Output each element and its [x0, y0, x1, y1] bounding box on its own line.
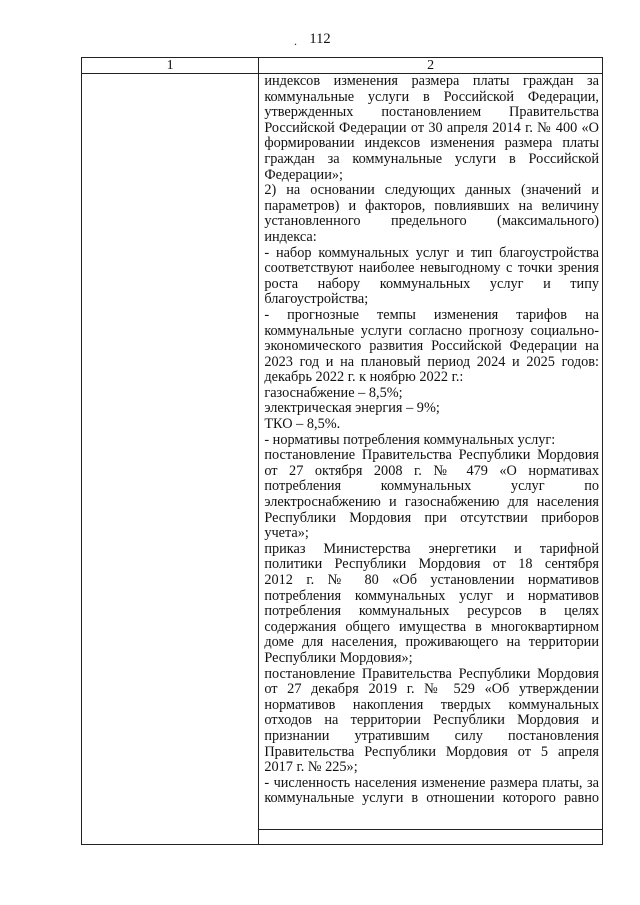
text-line: учета»;: [264, 526, 309, 542]
text-line: коммунальные услуги в отношении которого равно: [264, 791, 599, 807]
text-line: утвержденных постановлением Правительства: [264, 105, 599, 121]
text-line: потребления коммунальных ресурсов в целях: [264, 604, 599, 620]
text-line: постановление Правительства Республики Мордовия: [264, 448, 599, 464]
text-line: 2012 г. № 80 «Об установлении нормативов: [264, 573, 599, 588]
text-line: благоустройства;: [264, 292, 369, 308]
table-bottom-rule: [258, 829, 603, 830]
text-line: экономического развития Российской Федерации на: [264, 339, 599, 355]
text-line: потребления коммунальных услуг и нормативов: [264, 588, 599, 604]
column-2-header: 2: [259, 58, 603, 74]
table-header-row: [82, 58, 603, 74]
text-line: параметров) и факторов, повлиявших на величину: [264, 198, 599, 214]
text-line: Республики Мордовия»;: [264, 650, 413, 666]
column-1-cell: [82, 74, 259, 845]
column-1-header: 1: [82, 58, 259, 74]
text-line: отходов на территории Республики Мордовия и: [264, 713, 599, 729]
text-line: содержания общего имущества в многоквартирном: [264, 619, 599, 635]
text-line: доме для населения, проживающего на территории: [264, 635, 599, 651]
text-line: индексов изменения размера платы граждан за: [264, 74, 599, 89]
text-line: 2023 год и на плановый период 2024 и 2025 годов:: [264, 354, 599, 370]
text-line: Правительства Республики Мордовия от 5 апреля: [264, 744, 599, 760]
text-line: формировании индексов изменения размера платы: [264, 136, 599, 152]
table-row: [82, 74, 603, 845]
text-line: коммунальные услуги в Российской Федерации,: [264, 89, 599, 105]
text-line: электроснабжению и газоснабжению для населения: [264, 495, 599, 511]
text-line: от 27 октября 2008 г. № 479 «О нормативах: [264, 463, 599, 479]
text-line: 2017 г. № 225»;: [264, 760, 358, 776]
text-line: соответствуют наиболее невыгодному с точки зрения: [264, 261, 599, 277]
column-2-cell: [259, 74, 603, 845]
text-line: Федерации»;: [264, 167, 343, 183]
text-line: политики Республики Мордовия от 18 сентября: [264, 557, 599, 573]
page-number: 112: [309, 31, 331, 47]
text-line: Российской Федерации от 30 апреля 2014 г. № 400 «О: [264, 120, 599, 136]
text-line: коммунальные услуги согласно прогнозу социально-: [264, 323, 599, 339]
text-line: индекса:: [264, 229, 317, 245]
text-line: постановление Правительства Республики Мордовия: [264, 666, 599, 682]
text-line: от 27 декабря 2019 г. № 529 «Об утверждении: [264, 682, 599, 698]
text-line: декабрь 2022 г. к ноябрю 2022 г.:: [264, 370, 464, 386]
text-line: нормативов накопления твердых коммунальных: [264, 697, 599, 713]
text-line: газоснабжение – 8,5%;: [264, 385, 403, 401]
text-line: признании утратившим силу постановления: [264, 728, 599, 744]
text-line: электрическая энергия – 9%;: [264, 401, 440, 417]
text-line: - прогнозные темпы изменения тарифов на: [264, 307, 599, 323]
text-line: - нормативы потребления коммунальных услуг:: [264, 432, 556, 448]
column-2-text: [264, 74, 599, 807]
text-line: граждан за коммунальные услуги в Российской: [264, 151, 599, 167]
text-line: роста набору коммунальных услуг и типу: [264, 276, 599, 292]
text-line: - набор коммунальных услуг и тип благоустройства: [264, 245, 599, 261]
text-line: потребления коммунальных услуг по: [264, 479, 599, 495]
text-line: - численность населения изменение размера платы, за: [264, 775, 599, 791]
text-line: 2) на основании следующих данных (значений и: [264, 183, 599, 199]
text-line: Республики Мордовия при отсутствии приборов: [264, 510, 599, 526]
page-mark: .: [294, 34, 297, 48]
text-line: ТКО – 8,5%.: [264, 417, 341, 433]
text-line: приказ Министерства энергетики и тарифной: [264, 541, 599, 557]
text-line: установленного предельного (максимального): [264, 214, 599, 230]
document-table: [81, 57, 603, 845]
